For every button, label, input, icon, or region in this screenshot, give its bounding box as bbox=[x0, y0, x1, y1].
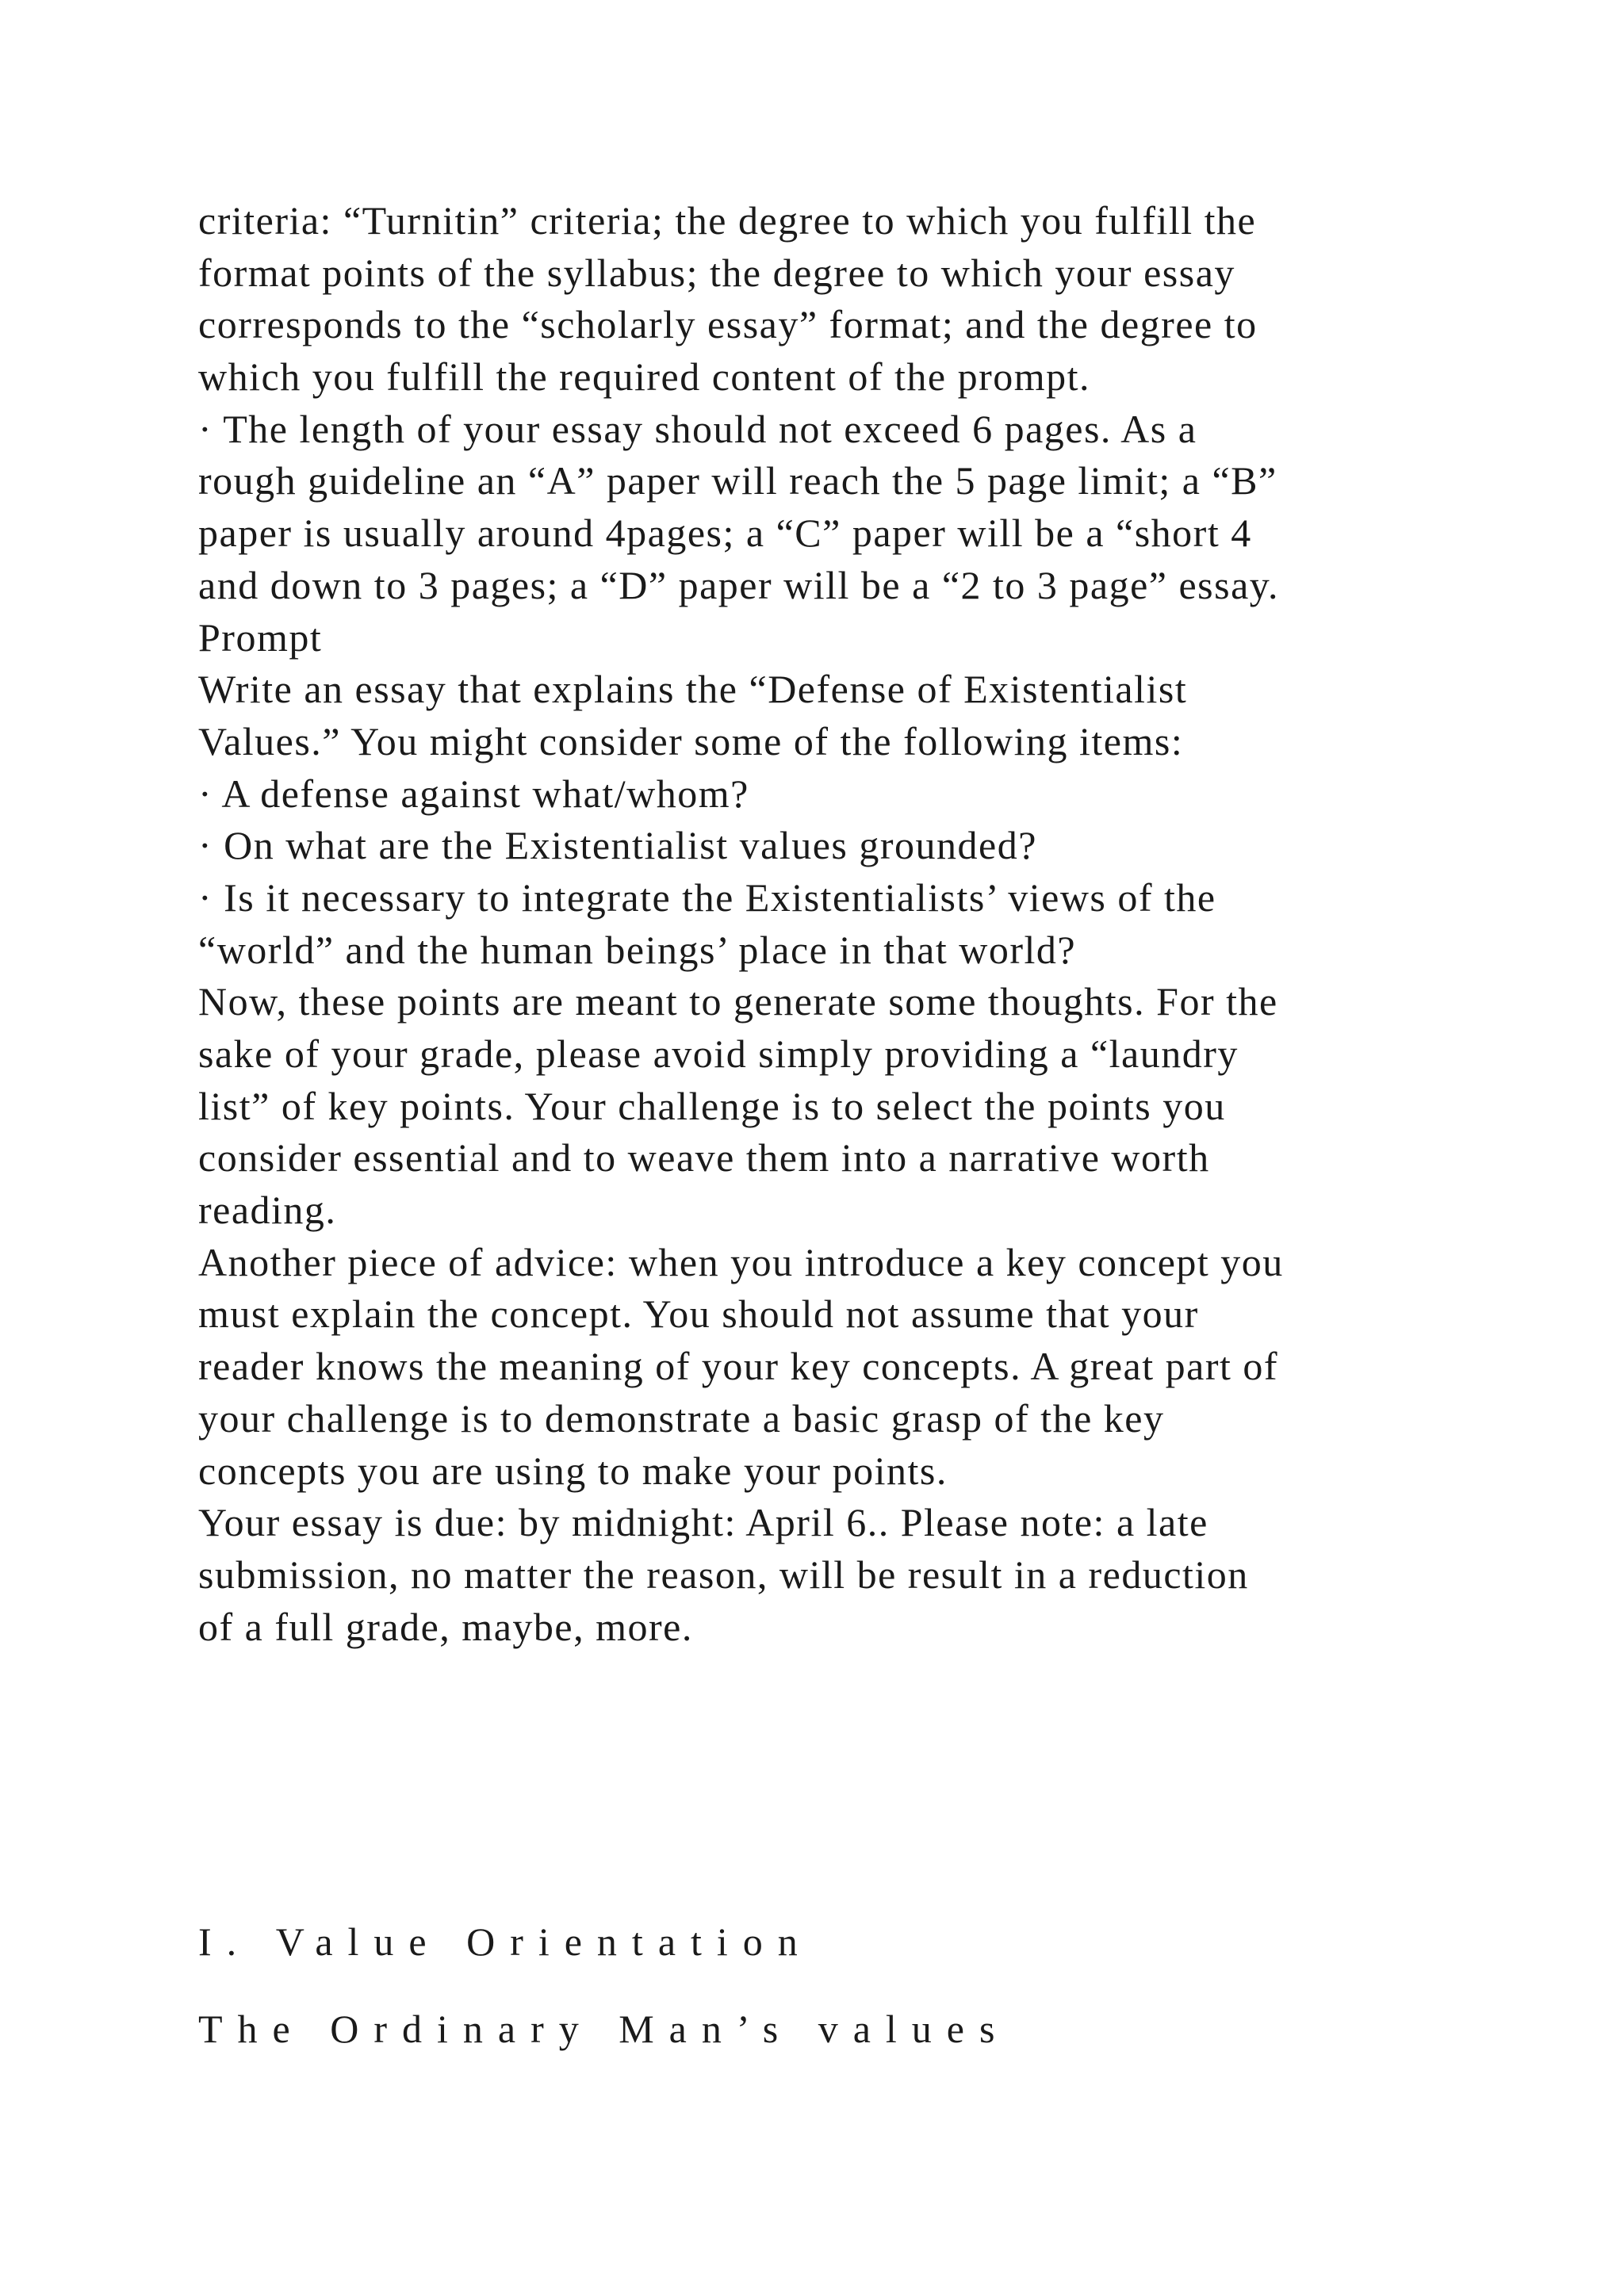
text-line: Values.” You might consider some of the following items: bbox=[198, 718, 1184, 763]
text-line: Another piece of advice: when you introduce a key concept you bbox=[198, 1239, 1284, 1284]
text-line: list” of key points. Your challenge is to select the points you bbox=[198, 1083, 1226, 1128]
text-line: submission, no matter the reason, will be result in a reduction bbox=[198, 1552, 1249, 1597]
sub-heading: The Ordinary Man’s values bbox=[198, 2007, 1010, 2051]
text-line: your challenge is to demonstrate a basic grasp of the key bbox=[198, 1395, 1165, 1441]
text-line: reading. bbox=[198, 1188, 337, 1233]
text-line: consider essential and to weave them into a narrative worth bbox=[198, 1135, 1210, 1181]
text-line: of a full grade, maybe, more. bbox=[198, 1604, 693, 1649]
text-line: “world” and the human beings’ place in that world? bbox=[198, 927, 1077, 972]
text-line: Write an essay that explains the “Defense of Existentialist bbox=[198, 667, 1188, 712]
prompt-heading: Prompt bbox=[198, 614, 323, 660]
text-line: concepts you are using to make your points. bbox=[198, 1448, 948, 1493]
text-line: Your essay is due: by midnight: April 6.. Please note: a late bbox=[198, 1500, 1208, 1545]
text-line: must explain the concept. You should not assume that your bbox=[198, 1292, 1199, 1337]
text-line: criteria: “Turnitin” criteria; the degree to which you fulfill the bbox=[198, 198, 1257, 243]
bullet-line: · A defense against what/whom? bbox=[198, 771, 749, 816]
section-heading: I. Value Orientation bbox=[198, 1919, 813, 1964]
bullet-line: · On what are the Existentialist values grounded? bbox=[198, 823, 1037, 868]
text-line: sake of your grade, please avoid simply providing a “laundry bbox=[198, 1031, 1239, 1076]
text-line: rough guideline an “A” paper will reach the 5 page limit; a “B” bbox=[198, 458, 1277, 503]
text-line: Now, these points are meant to generate some thoughts. For the bbox=[198, 979, 1278, 1024]
text-line: corresponds to the “scholarly essay” format; and the degree to bbox=[198, 302, 1258, 347]
bullet-line: · Is it necessary to integrate the Existentialists’ views of the bbox=[198, 874, 1216, 920]
text-line: which you fulfill the required content of the prompt. bbox=[198, 354, 1091, 400]
body-text bbox=[198, 195, 1546, 1653]
text-line: and down to 3 pages; a “D” paper will be a “2 to 3 page” essay. bbox=[198, 562, 1280, 607]
text-line: format points of the syllabus; the degree to which your essay bbox=[198, 250, 1235, 295]
text-line: paper is usually around 4pages; a “C” paper will be a “short 4 bbox=[198, 511, 1252, 556]
text-line: reader knows the meaning of your key concepts. A great part of bbox=[198, 1344, 1279, 1389]
bullet-line: · The length of your essay should not exceed 6 pages. As a bbox=[198, 406, 1197, 451]
